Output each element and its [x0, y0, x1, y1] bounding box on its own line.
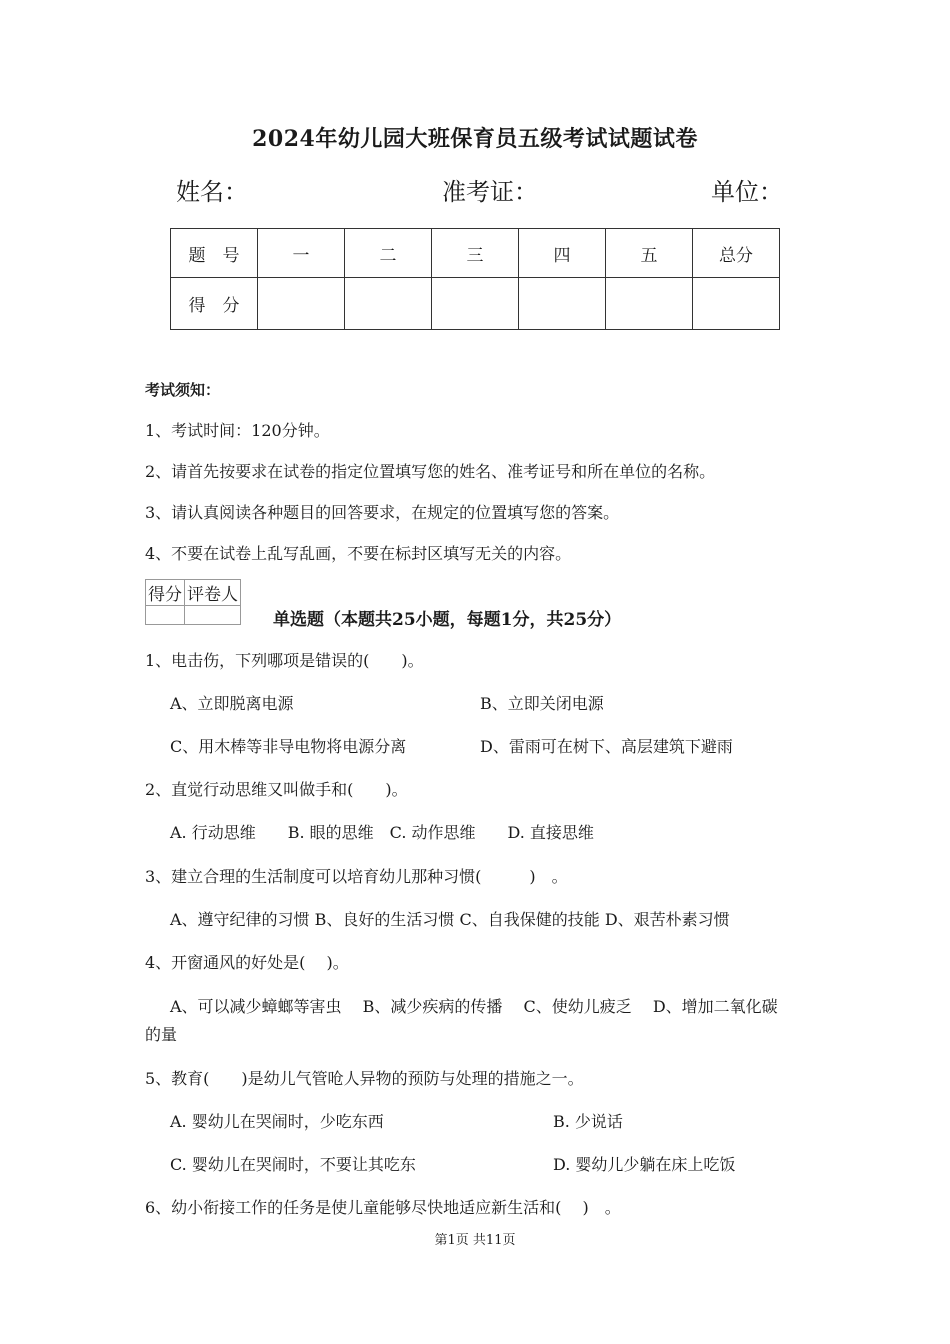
- option-c: C. 婴幼儿在哭闹时，不要让其吃东: [170, 1155, 416, 1174]
- grader-name-label: 评卷人: [185, 580, 241, 606]
- name-label: 姓名：: [176, 178, 248, 206]
- section-title: 单选题（本题共25小题，每题1分，共25分）: [273, 610, 622, 630]
- options-line-continuation: 的量: [145, 1025, 178, 1044]
- options-line: A. 行动思维 B. 眼的思维 C. 动作思维 D. 直接思维: [170, 823, 594, 842]
- score-cell[interactable]: [432, 278, 519, 330]
- score-table-header-cell: 二: [345, 229, 432, 278]
- score-table-header-cell: 五: [606, 229, 693, 278]
- option-d: D. 婴幼儿少躺在床上吃饭: [553, 1155, 736, 1174]
- score-table-header-cell: 四: [519, 229, 606, 278]
- option-a: A. 婴幼儿在哭闹时，少吃东西: [170, 1112, 384, 1131]
- option-a: A、立即脱离电源: [170, 694, 294, 713]
- score-cell[interactable]: [606, 278, 693, 330]
- grader-name-cell[interactable]: [185, 606, 241, 625]
- option-c: C、用木棒等非导电物将电源分离: [170, 737, 407, 756]
- score-cell[interactable]: [693, 278, 780, 330]
- option-d: D、雷雨可在树下、高层建筑下避雨: [480, 737, 733, 756]
- option-b: B、立即关闭电源: [480, 694, 604, 713]
- question-stem: 3、建立合理的生活制度可以培育幼儿那种习惯( ) 。: [145, 867, 568, 886]
- score-table: [170, 228, 780, 330]
- question-stem: 5、教育( )是幼儿气管呛人异物的预防与处理的措施之一。: [145, 1069, 584, 1088]
- question-stem: 2、直觉行动思维又叫做手和( )。: [145, 780, 408, 799]
- grader-box: [145, 579, 241, 625]
- score-table-header-cell: 三: [432, 229, 519, 278]
- notice-item: 4、不要在试卷上乱写乱画，不要在标封区填写无关的内容。: [145, 544, 572, 563]
- notice-item: 3、请认真阅读各种题目的回答要求，在规定的位置填写您的答案。: [145, 503, 620, 522]
- notice-item: 1、考试时间：120分钟。: [145, 421, 330, 440]
- score-row-label: 得 分: [171, 278, 258, 330]
- question-stem: 6、幼小衔接工作的任务是使儿童能够尽快地适应新生活和( ) 。: [145, 1198, 621, 1217]
- question-stem: 4、开窗通风的好处是( )。: [145, 953, 349, 972]
- notice-heading: 考试须知：: [145, 381, 221, 399]
- grader-score-label: 得分: [146, 580, 185, 606]
- page-footer: 第1页 共11页: [434, 1233, 516, 1248]
- score-cell[interactable]: [258, 278, 345, 330]
- exam-title: 2024年幼儿园大班保育员五级考试试题试卷: [252, 126, 698, 152]
- score-table-header-cell: 题 号: [171, 229, 258, 278]
- score-cell[interactable]: [345, 278, 432, 330]
- notice-item: 2、请首先按要求在试卷的指定位置填写您的姓名、准考证号和所在单位的名称。: [145, 462, 716, 481]
- exam-number-label: 准考证：: [442, 178, 538, 206]
- option-b: B. 少说话: [553, 1112, 623, 1131]
- grader-score-cell[interactable]: [146, 606, 185, 625]
- unit-label: 单位：: [711, 178, 783, 206]
- question-stem: 1、电击伤，下列哪项是错误的( )。: [145, 651, 424, 670]
- score-cell[interactable]: [519, 278, 606, 330]
- options-line: A、可以减少蟑螂等害虫 B、减少疾病的传播 C、使幼儿疲乏 D、增加二氧化碳: [170, 997, 778, 1016]
- score-table-header-cell: 总分: [693, 229, 780, 278]
- score-table-header-cell: 一: [258, 229, 345, 278]
- options-line: A、遵守纪律的习惯 B、良好的生活习惯 C、自我保健的技能 D、艰苦朴素习惯: [170, 910, 730, 929]
